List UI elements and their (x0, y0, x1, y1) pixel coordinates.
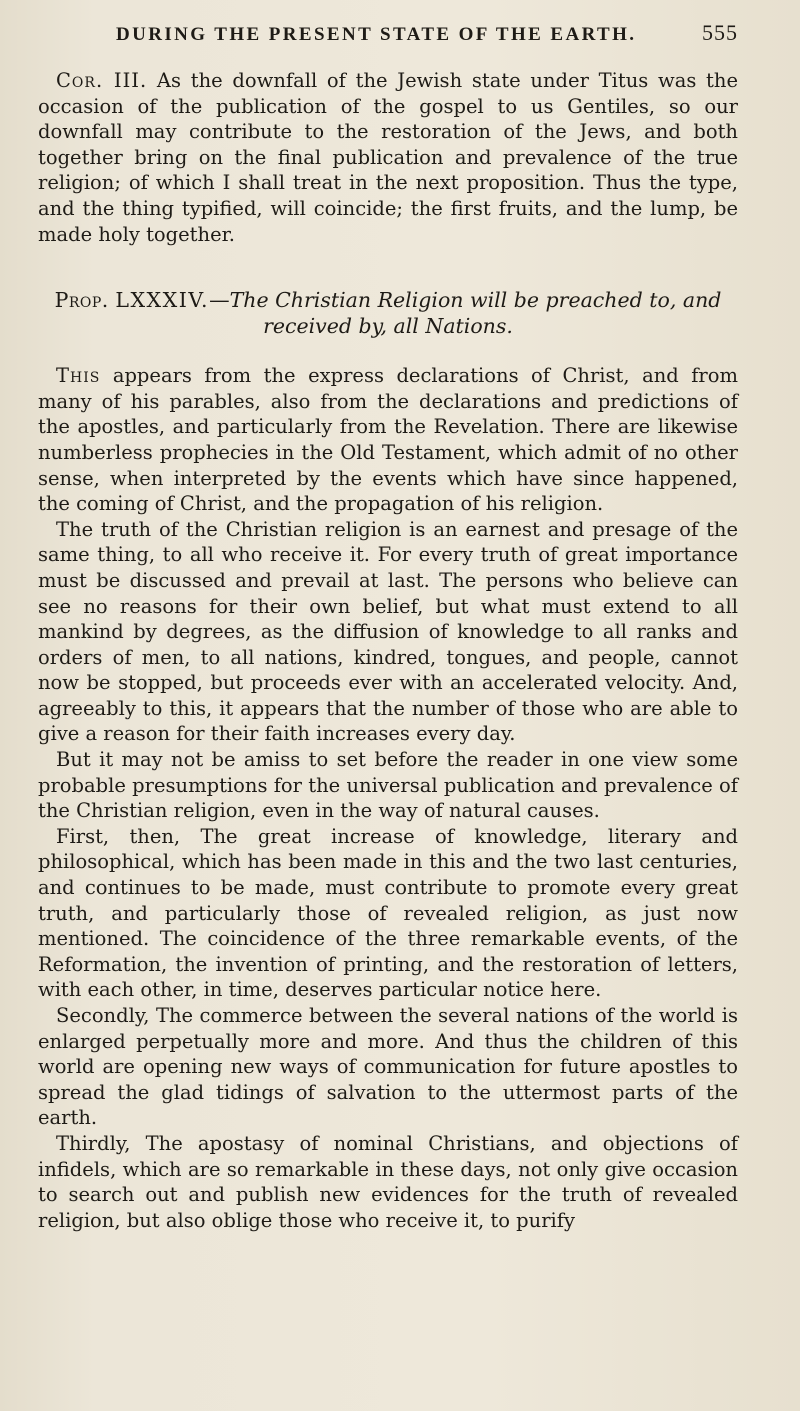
corollary-paragraph (38, 68, 738, 247)
page-number: 555 (702, 20, 738, 45)
corollary-label: Cor. III. (56, 69, 148, 92)
paragraph-1 (38, 363, 738, 517)
paragraph-4: First, then, The great increase of knowledge, literary and philosophical, which has been made in this and the two last centuries, and continues to be made, must contribute to promote every great truth, and particularly those of revealed religion, as just now mentioned. The coincidence of the three remarkable events, of the Reformation, the invention of printing, and the restoration of letters, with each other, in time, deserves particular notice here. (38, 824, 738, 1002)
paragraph-3: But it may not be amiss to set before the reader in one view some probable presumptions for the universal publication and prevalence of the Christian religion, even in the way of natural causes. (38, 748, 738, 823)
running-head (38, 20, 738, 46)
corollary-text: As the downfall of the Jewish state under Titus was the occasion of the publication of the gospel to us Gentiles, so our downfall may contribute to the restoration of the Jews, and both together bring on the final publication and prevalence of the true religion; of which I shall treat in the next proposition. Thus the type, and the thing typified, will coincide; the first fruits, and the lump, be made holy together. (38, 69, 738, 246)
proposition-number: LXXXIV. (115, 288, 210, 313)
paragraph-2: The truth of the Christian religion is an earnest and presage of the same thing, to all who receive it. For every truth of great importance must be discussed and prevail at last. The persons who believe can see no reasons for their own belief, but what must extend to all mankind by degrees, as the diffusion of knowledge to all ranks and orders of men, to all nations, kindred, tongues, and people, cannot now be stopped, but proceeds ever with an accelerated velocity. And, agreeably to this, it appears that the number of those who are able to give a reason for their faith increases every day. (38, 517, 738, 746)
proposition-title: The Christian Religion will be preached to, and received by, all Nations. (229, 288, 722, 339)
proposition-label: Prop. (54, 288, 109, 313)
paragraph-1-lead: This (56, 364, 101, 388)
paragraph-5: Secondly, The commerce between the several nations of the world is enlarged perpetually more and more. And thus the children of this world are opening new ways of communication for future apostles to spread the glad tidings of salvation to the uttermost parts of the earth. (38, 1004, 738, 1130)
proposition-heading: Prop. LXXXIV.—The Christian Religion will be preached to, and received by, all Nations. (54, 288, 722, 339)
paragraph-1-text: appears from the express declarations of Christ, and from many of his parables, also from the declarations and predictions of the apostles, and particularly from the Revelation. There are likewise numberless prophecies in the Old Testament, which admit of no other sense, when interpreted by the events which have since happened, the coming of Christ, and the propagation of his religion. (38, 364, 738, 516)
running-title: DURING THE PRESENT STATE OF THE EARTH. (116, 24, 637, 45)
paragraph-6: Thirdly, The apostasy of nominal Christians, and objections of infidels, which are so remarkable in these days, not only give occasion to search out and publish new evidences for the truth of revealed religion, but also oblige those who receive it, to purify (38, 1131, 738, 1232)
